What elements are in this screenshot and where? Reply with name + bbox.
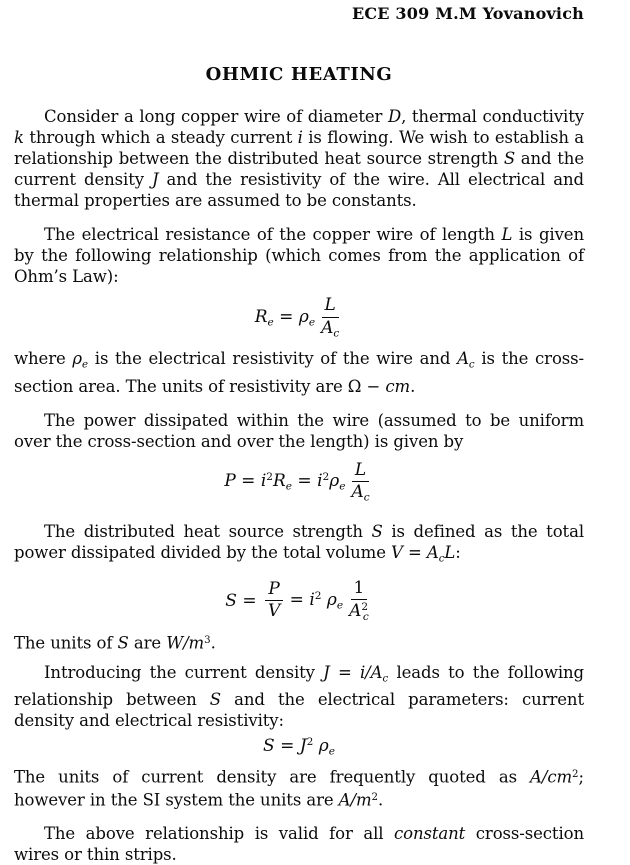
formula-lhs: $S = J^2$ $\rho_e$ [263, 736, 335, 758]
paragraph-current-density: Introducing the current density $J = i/A_c$ leads to the following relationship between S and the electrical parameters: current density and electrical resistivity: [14, 662, 585, 731]
fraction-numerator: P [265, 580, 282, 602]
fraction-denominator: V [267, 601, 281, 622]
paragraph-power: The power dissipated within the wire (assumed to be uniform over the cross-section and over the length) is given by [14, 410, 584, 451]
units-of-current-density-note: The units of current density are frequently quoted as $A/cm^2$; however in the SI system the units are $A/m^2$. [14, 767, 584, 810]
paragraph-resistance: The electrical resistance of the copper wire of length L is given by the following relationship (which comes from the application of Ohm’s Law): [14, 225, 584, 286]
fraction-denominator: $A_c$ [351, 482, 370, 505]
formula-lhs: S = [225, 590, 262, 611]
fraction-numerator: L [352, 461, 369, 483]
paragraph-conclusion: The above relationship is valid for all constant cross-section wires or thin strips. [14, 823, 585, 864]
units-of-s-note: The units of S are $W/m^3$. [14, 633, 216, 653]
paragraph-source-strength: The distributed heat source strength S is defined as the total power dissipated divided by the total volume $V = A_cL$: [14, 522, 584, 565]
formula-power-dissipated [14, 461, 584, 504]
paragraph-intro: Consider a long copper wire of diameter D, thermal conductivity k through which a steady current i is flowing. We wish to establish a relationship between the distributed heat source strength S and the current density J and the resistivity of the wire. All electrical and thermal properties are assumed to be constants. [14, 107, 584, 210]
fraction [348, 461, 372, 504]
formula-middle: = $i^2$ $\rho_e$ [284, 589, 344, 612]
fraction [265, 580, 283, 622]
formula-lhs: $R_e = \rho_e$ [254, 306, 316, 329]
formula-s-j-relation [14, 736, 584, 758]
paragraph-resistivity-note: where $\rho_e$ is the electrical resistivity of the wire and $A_c$ is the cross-section area. The units of resistivity are Ω − cm. [14, 349, 585, 396]
document-title: OHMIC HEATING [205, 64, 393, 85]
formula-source-strength [14, 579, 584, 623]
formula-lhs: $P = i^2R_e = i^2\rho_e$ [224, 471, 346, 494]
fraction [346, 579, 372, 623]
formula-electrical-resistance [14, 296, 584, 339]
fraction-denominator: $A^2_c$ [349, 601, 369, 623]
fraction-numerator: 1 [351, 579, 368, 601]
fraction-denominator: $A_c$ [321, 317, 340, 340]
fraction-numerator: L [322, 296, 339, 318]
fraction [318, 296, 342, 339]
course-header: ECE 309 M.M Yovanovich [351, 4, 584, 23]
